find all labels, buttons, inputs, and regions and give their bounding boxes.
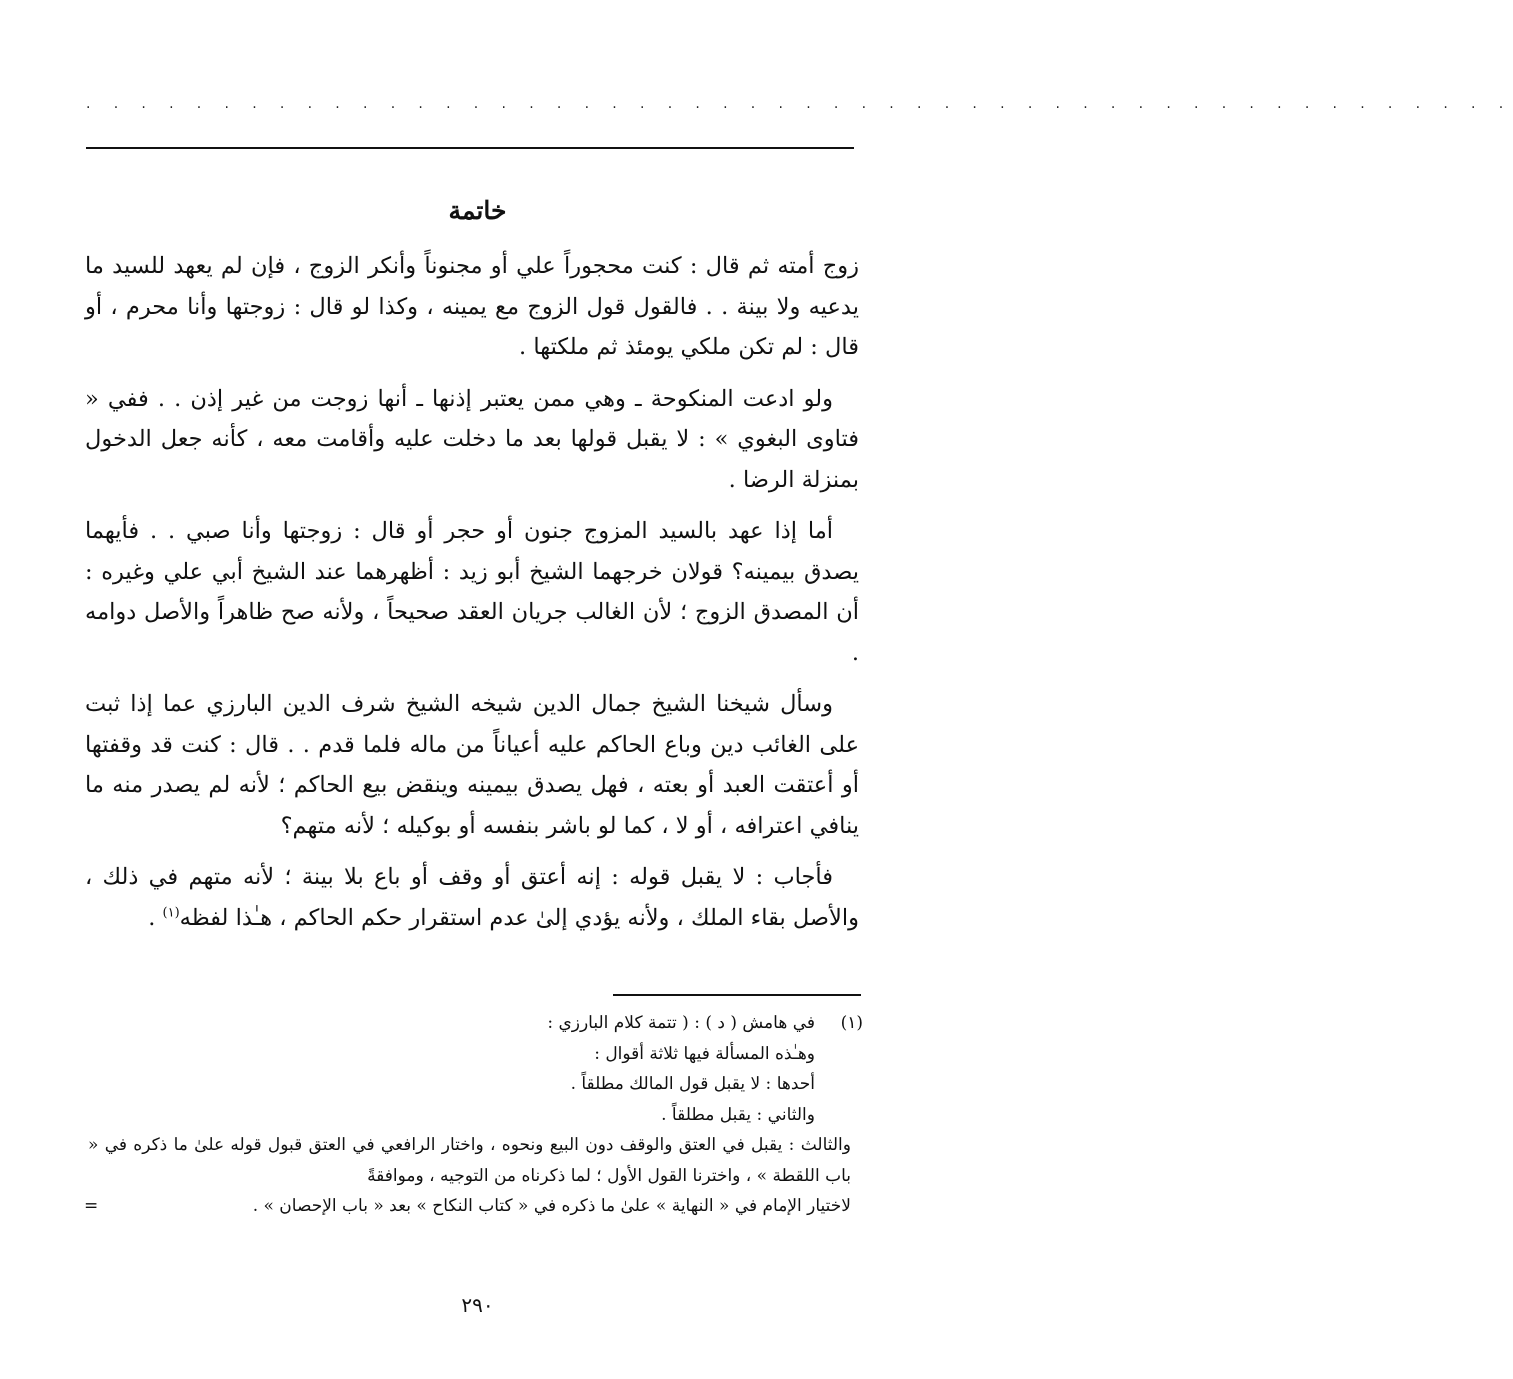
- paragraph-last: [85, 857, 859, 938]
- header-rule: [86, 147, 854, 149]
- paragraph-text: فأجاب : لا يقبل قوله : إنه أعتق أو وقف أو باع بلا بينة ؛ لأنه متهم في ذلك ، والأصل بقاء الملك ، ولأنه يؤدي إلىٰ عدم استقرار حكم الحاكم ، هـٰذا لفظه: [85, 864, 859, 931]
- footnote-text: لاختيار الإمام في « النهاية » علىٰ ما ذكره في « كتاب النكاح » بعد « باب الإحصان » .: [252, 1196, 851, 1216]
- paragraph-end: .: [148, 904, 163, 931]
- page-number: ٢٩٠: [461, 1293, 494, 1317]
- header-dotted-line: . . . . . . . . . . . . . . . . . . . . . . . . . . . . . . . . . . . . . . . . . . . . . . . . . . . .: [86, 96, 1513, 112]
- main-text: [85, 246, 859, 949]
- footnote-line: والثاني : يقبل مطلقاً .: [661, 1104, 815, 1125]
- section-title: خاتمة: [448, 196, 507, 225]
- footnote-line: أحدها : لا يقبل قول المالك مطلقاً .: [570, 1074, 815, 1094]
- continuation-mark: =: [84, 1196, 99, 1216]
- paragraph: ولو ادعت المنكوحة ـ وهي ممن يعتبر إذنها ـ أنها زوجت من غير إذن . . ففي « فتاوى البغوي » : لا يقبل قولها بعد ما دخلت عليه وأقامت معه ، كأنه جعل الدخول بمنزلة الرضا .: [85, 385, 859, 493]
- footnote-line: وهـٰذه المسألة فيها ثلاثة أقوال :: [594, 1043, 815, 1064]
- footnote: [84, 1008, 863, 1222]
- footnote-reference[interactable]: (١): [162, 905, 180, 920]
- footnote-separator: [613, 994, 861, 996]
- paragraph: زوج أمته ثم قال : كنت محجوراً علي أو مجنوناً وأنكر الزوج ، فإن لم يعهد للسيد ما يدعيه ولا بينة . . فالقول قول الزوج مع يمينه ، وكذا لو قال : زوجتها وأنا محرم ، أو قال : لم تكن ملكي يومئذ ثم ملكتها .: [85, 253, 859, 360]
- footnote-line: [88, 1008, 863, 1039]
- footnote-number: (١): [840, 1013, 863, 1033]
- paragraph: أما إذا عهد بالسيد المزوج جنون أو حجر أو قال : زوجتها وأنا صبي . . فأيهما يصدق بيمينه؟ قولان خرجهما الشيخ أبو زيد : أظهرهما عند الشيخ أبي علي وغيره : أن المصدق الزوج ؛ لأن الغالب جريان العقد صحيحاً ، ولأنه صح ظاهراً والأصل دوامه .: [85, 518, 859, 666]
- footnote-line-last: [84, 1191, 863, 1222]
- paragraph: وسأل شيخنا الشيخ جمال الدين شيخه الشيخ شرف الدين البارزي عما إذا ثبت على الغائب دين وباع الحاكم عليه أعياناً من ماله فلما قدم . . قال : كنت قد وقفتها أو أعتقت العبد أو بعته ، فهل يصدق بيمينه وينقض بيع الحاكم ؛ لأنه لم يصدر منه ما ينافي اعترافه ، أو لا ، كما لو باشر بنفسه أو بوكيله ؛ لأنه متهم؟: [85, 691, 859, 839]
- footnote-text: في هامش ( د ) : ( تتمة كلام البارزي :: [547, 1013, 815, 1033]
- footnote-line: والثالث : يقبل في العتق والوقف دون البيع ونحوه ، واختار الرافعي في العتق قبول قوله علىٰ ما ذكره في « باب اللقطة » ، واخترنا القول الأول ؛ لما ذكرناه من التوجيه ، وموافقةً: [88, 1135, 851, 1186]
